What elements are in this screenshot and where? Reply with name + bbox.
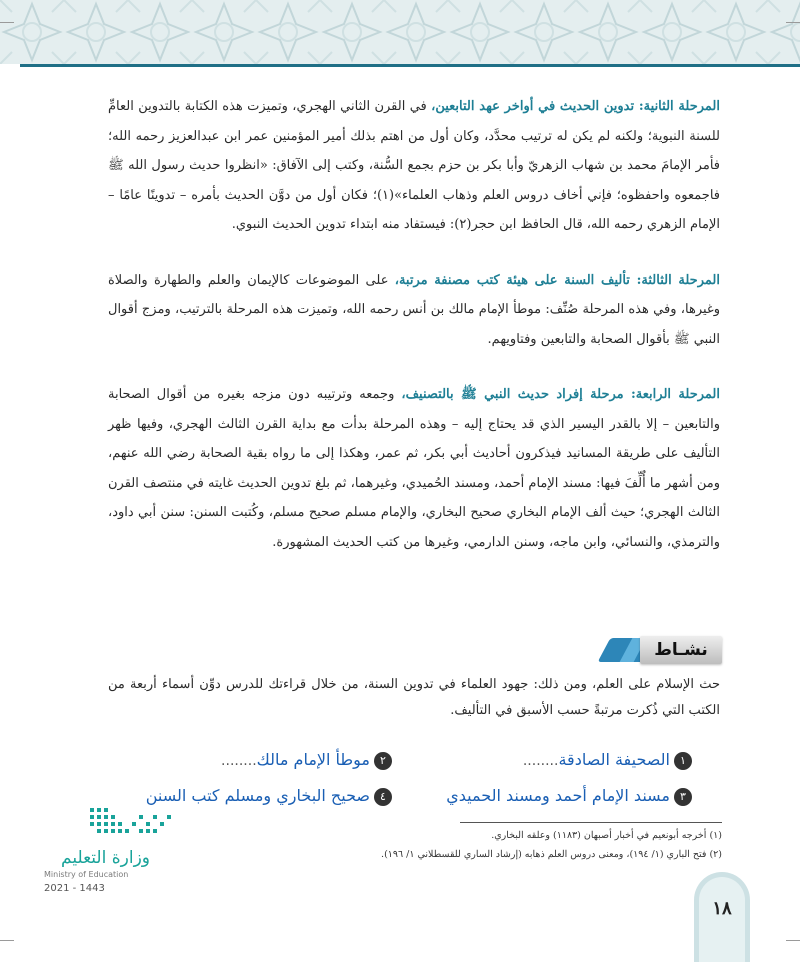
ministry-logo [40,806,210,906]
activity-badge [604,636,722,664]
logo-english-text: Ministry of Education [44,870,129,879]
paragraph-stage-2 [108,92,720,240]
crop-mark [0,940,14,941]
answer-text: مسند الإمام أحمد ومسند الحميدي [446,786,670,805]
paragraph-body: على الموضوعات كالإيمان والعلم والطهارة والصلاة وغيرها، وفي هذه المرحلة صُنِّف: موطأ الإمام مالك بن أنس رحمه الله، وتميزت هذه المرحلة بالترتيب، ومزج أقوال النبي ﷺ بأقوال الصحابة والتابعين وفتاويهم. [108,272,720,347]
footnote-1: (١) أخرجه أبونعيم في أخبار أصبهان (١١٨٣) وعلقه البخاري. [491,830,722,841]
activity-label: نشـاط [654,640,708,660]
crop-mark [786,22,800,23]
footnote-2: (٢) فتح الباري (١/ ١٩٤)، ومعنى دروس العلم ذهابه (إرشاد الساري للقسطلاني ١/ ١٩٦). [381,849,722,860]
activity-label-box [640,636,722,664]
footnote-rule [460,822,722,823]
number-badge: ١ [674,752,692,770]
main-text [108,92,720,583]
number-badge: ٣ [674,788,692,806]
paragraph-stage-3 [108,266,720,355]
crop-mark [786,940,800,941]
number-badge: ٤ [374,788,392,806]
answer-3 [446,786,692,806]
stage-heading: المرحلة الرابعة: مرحلة إفراد حديث النبي ﷺ بالتصنيف، [401,387,720,402]
paragraph-body: في القرن الثاني الهجري، وتميزت هذه الكتابة بالتدوين العامِّ للسنة النبوية؛ ولكنه لم يكن له ترتيب محدَّد، وكان أول من اهتم بذلك أمير المؤمنين عمر ابن عبدالعزيز رحمه الله؛ فأمر الإمامَ محمد بن شهاب الزهريّ وأبا بكر بن حزم بجمع السُّنة، وكتب إلى الآفاق: «انظروا حديث رسول الله ﷺ فاجمعوه واحفظوه؛ فإني أخاف دروس العلم وذهاب العلماء»(١)؛ فكان أول من دوَّن الحديث بأمره – تدوينًا عامًا – الإمام الزهري رحمه الله، قال الحافظ ابن حجر(٢): فيستفاد منه ابتداء تدوين الحديث النبوي. [108,99,720,232]
number-badge: ٢ [374,752,392,770]
page-number-inner [699,877,745,962]
logo-arabic-text: وزارة التعليم [61,848,150,868]
paragraph-body: وجمعه وترتيبه دون مزجه بغيره من أقوال الصحابة والتابعين – إلا بالقدر اليسير الذي قد يحتاج إليه – وهذه المرحلة بدأت مع بداية القرن الثالث الهجري، وفيها ظهر التأليف على طريقة المسانيد فيذكرون أحاديث أبي بكر، ثم عمر، وهكذا إلى ما رواه بقية الصحابة رضي الله عنهم، ومن أشهر ما أُلِّفَ فيها: مسند الإمام أحمد، ومسند الحُميدي، وغيرهما، ثم بلغ تدوين الحديث غايته في منتصف القرن الثالث الهجري؛ حيث ألف الإمام البخاري صحيح البخاري، والإمام مسلم صحيح مسلم، وكُتبت السنن: سنن أبي داود، والترمذي، والنسائي، وابن ماجه، وسنن الدارمي، وغيرها من كتب الحديث المشهورة. [108,387,720,550]
paragraph-stage-4 [108,380,720,557]
answer-4 [146,786,392,806]
header-banner [0,0,800,64]
page-number: ١٨ [712,898,732,919]
activity-instructions: حث الإسلام على العلم، ومن ذلك: جهود العلماء في تدوين السنة، من خلال قراءتك للدرس دوِّن أسماء أربعة من الكتب التي ذُكرت مرتبةً حسب الأسبق في التأليف. [108,677,720,718]
page-number-badge [694,872,750,962]
answer-dots: ........ [221,753,257,769]
logo-dots-icon [90,806,176,840]
footnotes [260,826,722,864]
answer-text: الصحيفة الصادقة [558,750,670,769]
answer-dots: ........ [522,753,559,769]
answer-text: موطأ الإمام مالك [256,750,370,769]
answer-2 [221,750,392,770]
stage-heading: المرحلة الثانية: تدوين الحديث في أواخر عهد التابعين، [431,99,720,114]
crop-mark [0,22,14,23]
header-rule [20,64,800,67]
answer-text: صحيح البخاري ومسلم كتب السنن [145,786,370,805]
logo-year: 2021 - 1443 [44,883,105,894]
answer-1 [523,750,692,770]
stage-heading: المرحلة الثالثة: تأليف السنة على هيئة كتب مصنفة مرتبة، [394,272,720,288]
ornament-pattern [0,0,800,64]
